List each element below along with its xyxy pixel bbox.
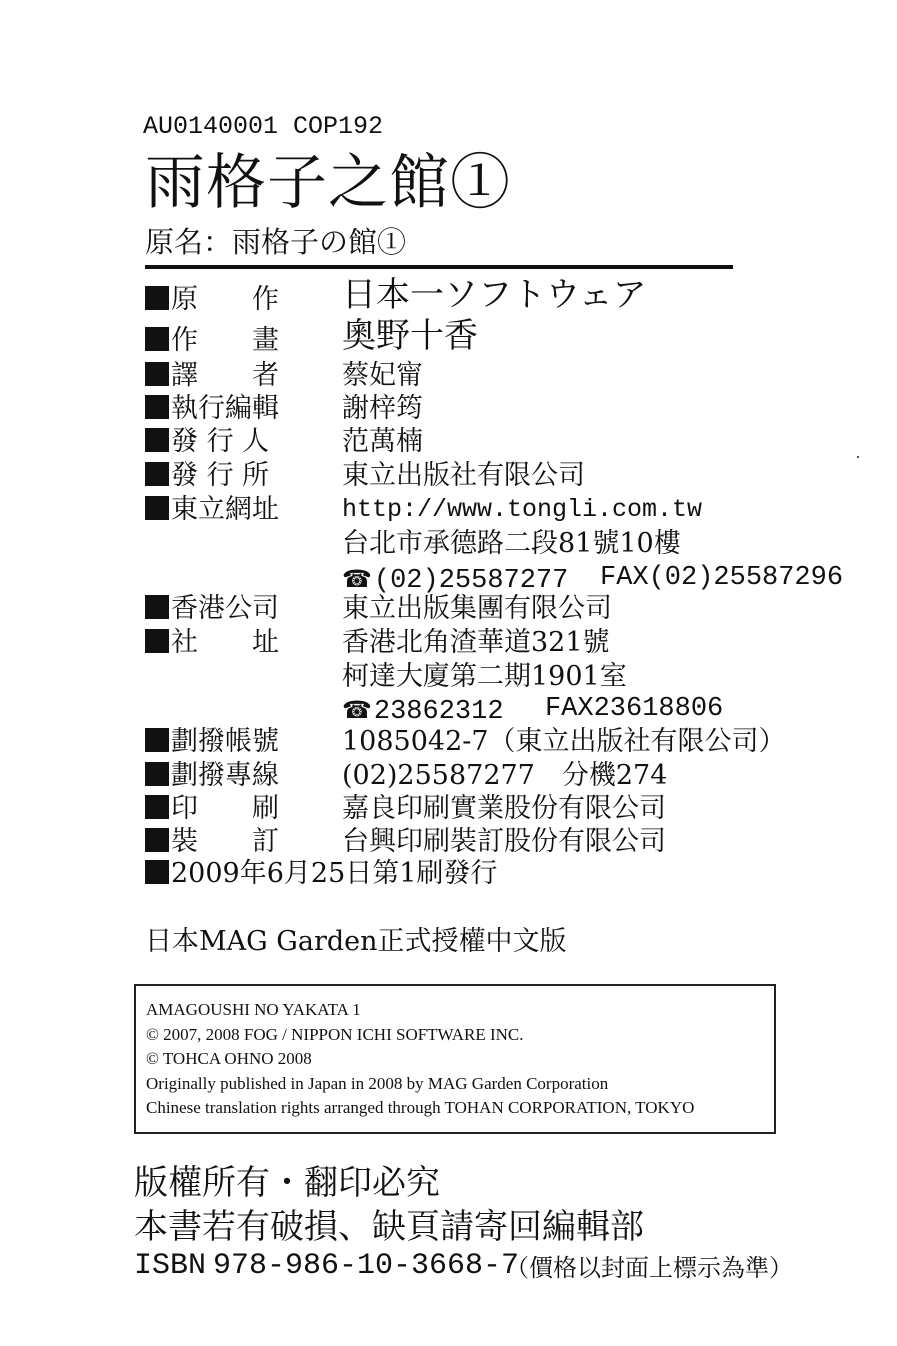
credit-label: 作 畫: [145, 324, 279, 357]
credit-value: (02)25587277 分機274: [342, 760, 668, 791]
hk-address-line2: 柯達大廈第二期1901室: [342, 661, 627, 692]
credit-value: 謝梓筠: [342, 393, 423, 424]
copyright-box: [134, 984, 776, 1134]
telephone-icon: ☎: [342, 565, 372, 593]
credit-value: 1085042-7（東立出版社有限公司）: [342, 726, 786, 757]
book-title: 雨格子之館①: [145, 148, 511, 218]
credit-label: 執行編輯: [145, 392, 279, 425]
isbn-label: ISBN: [134, 1249, 207, 1283]
title-divider: [145, 265, 733, 269]
credit-label: 譯 者: [145, 359, 279, 392]
copyright-line: Chinese translation rights arranged through TOHAN CORPORATION, TOKYO: [146, 1098, 695, 1117]
credit-label: 印 刷: [145, 792, 279, 825]
license-statement: 日本MAG Garden正式授權中文版: [145, 926, 567, 957]
credit-label: 發 行 人: [145, 425, 269, 458]
credit-value: 日本一ソフトウェア: [342, 275, 647, 315]
credit-label: 香港公司: [145, 592, 279, 625]
copyright-line: © TOHCA OHNO 2008: [146, 1049, 312, 1068]
telephone-icon: ☎: [342, 696, 372, 724]
tongli-phone: (02)25587277: [373, 566, 569, 596]
damage-notice: 本書若有破損、缺頁請寄回編輯部: [134, 1207, 644, 1247]
isbn-number: 978-986-10-3668-7: [213, 1249, 520, 1283]
credit-label: 發 行 所: [145, 459, 269, 492]
original-title: 原名：雨格子の館①: [145, 225, 407, 259]
issue-date: 2009年6月25日第1刷發行: [145, 857, 497, 890]
credit-value: 東立出版集團有限公司: [342, 593, 612, 624]
credit-label: 劃撥專線: [145, 759, 279, 792]
rights-reserved: 版權所有・翻印必究: [134, 1163, 440, 1203]
copyright-line: Originally published in Japan in 2008 by MAG Garden Corporation: [146, 1074, 609, 1093]
credit-label: 東立網址: [145, 493, 279, 526]
price-note: （價格以封面上標示為準）: [505, 1254, 793, 1282]
copyright-line: AMAGOUSHI NO YAKATA 1: [146, 1000, 361, 1019]
hk-contact-line: [342, 693, 504, 729]
credit-value: 香港北角渣華道321號: [342, 627, 610, 658]
credit-value: 台興印刷裝訂股份有限公司: [342, 826, 666, 857]
website-url[interactable]: http://www.tongli.com.tw: [342, 495, 703, 524]
credit-label: 劃撥帳號: [145, 725, 279, 758]
hk-phone: 23862312: [373, 697, 504, 727]
credit-value: 范萬楠: [342, 426, 423, 457]
scan-speck: [857, 456, 859, 458]
credit-label: 裝 訂: [145, 825, 279, 858]
tongli-address: 台北市承德路二段81號10樓: [342, 528, 681, 559]
copyright-line: © 2007, 2008 FOG / NIPPON ICHI SOFTWARE INC.: [146, 1025, 524, 1044]
credit-value: 蔡妃甯: [342, 360, 423, 391]
credit-value: 奧野十香: [342, 316, 478, 356]
credit-value: 嘉良印刷實業股份有限公司: [342, 793, 666, 824]
catalog-code: AU0140001 COP192: [143, 112, 384, 141]
tongli-fax: FAX(02)25587296: [600, 563, 844, 593]
credit-label: 原 作: [145, 283, 279, 316]
credit-value: 東立出版社有限公司: [342, 460, 585, 491]
credit-label: 社 址: [145, 626, 279, 659]
hk-fax: FAX23618806: [545, 694, 724, 724]
